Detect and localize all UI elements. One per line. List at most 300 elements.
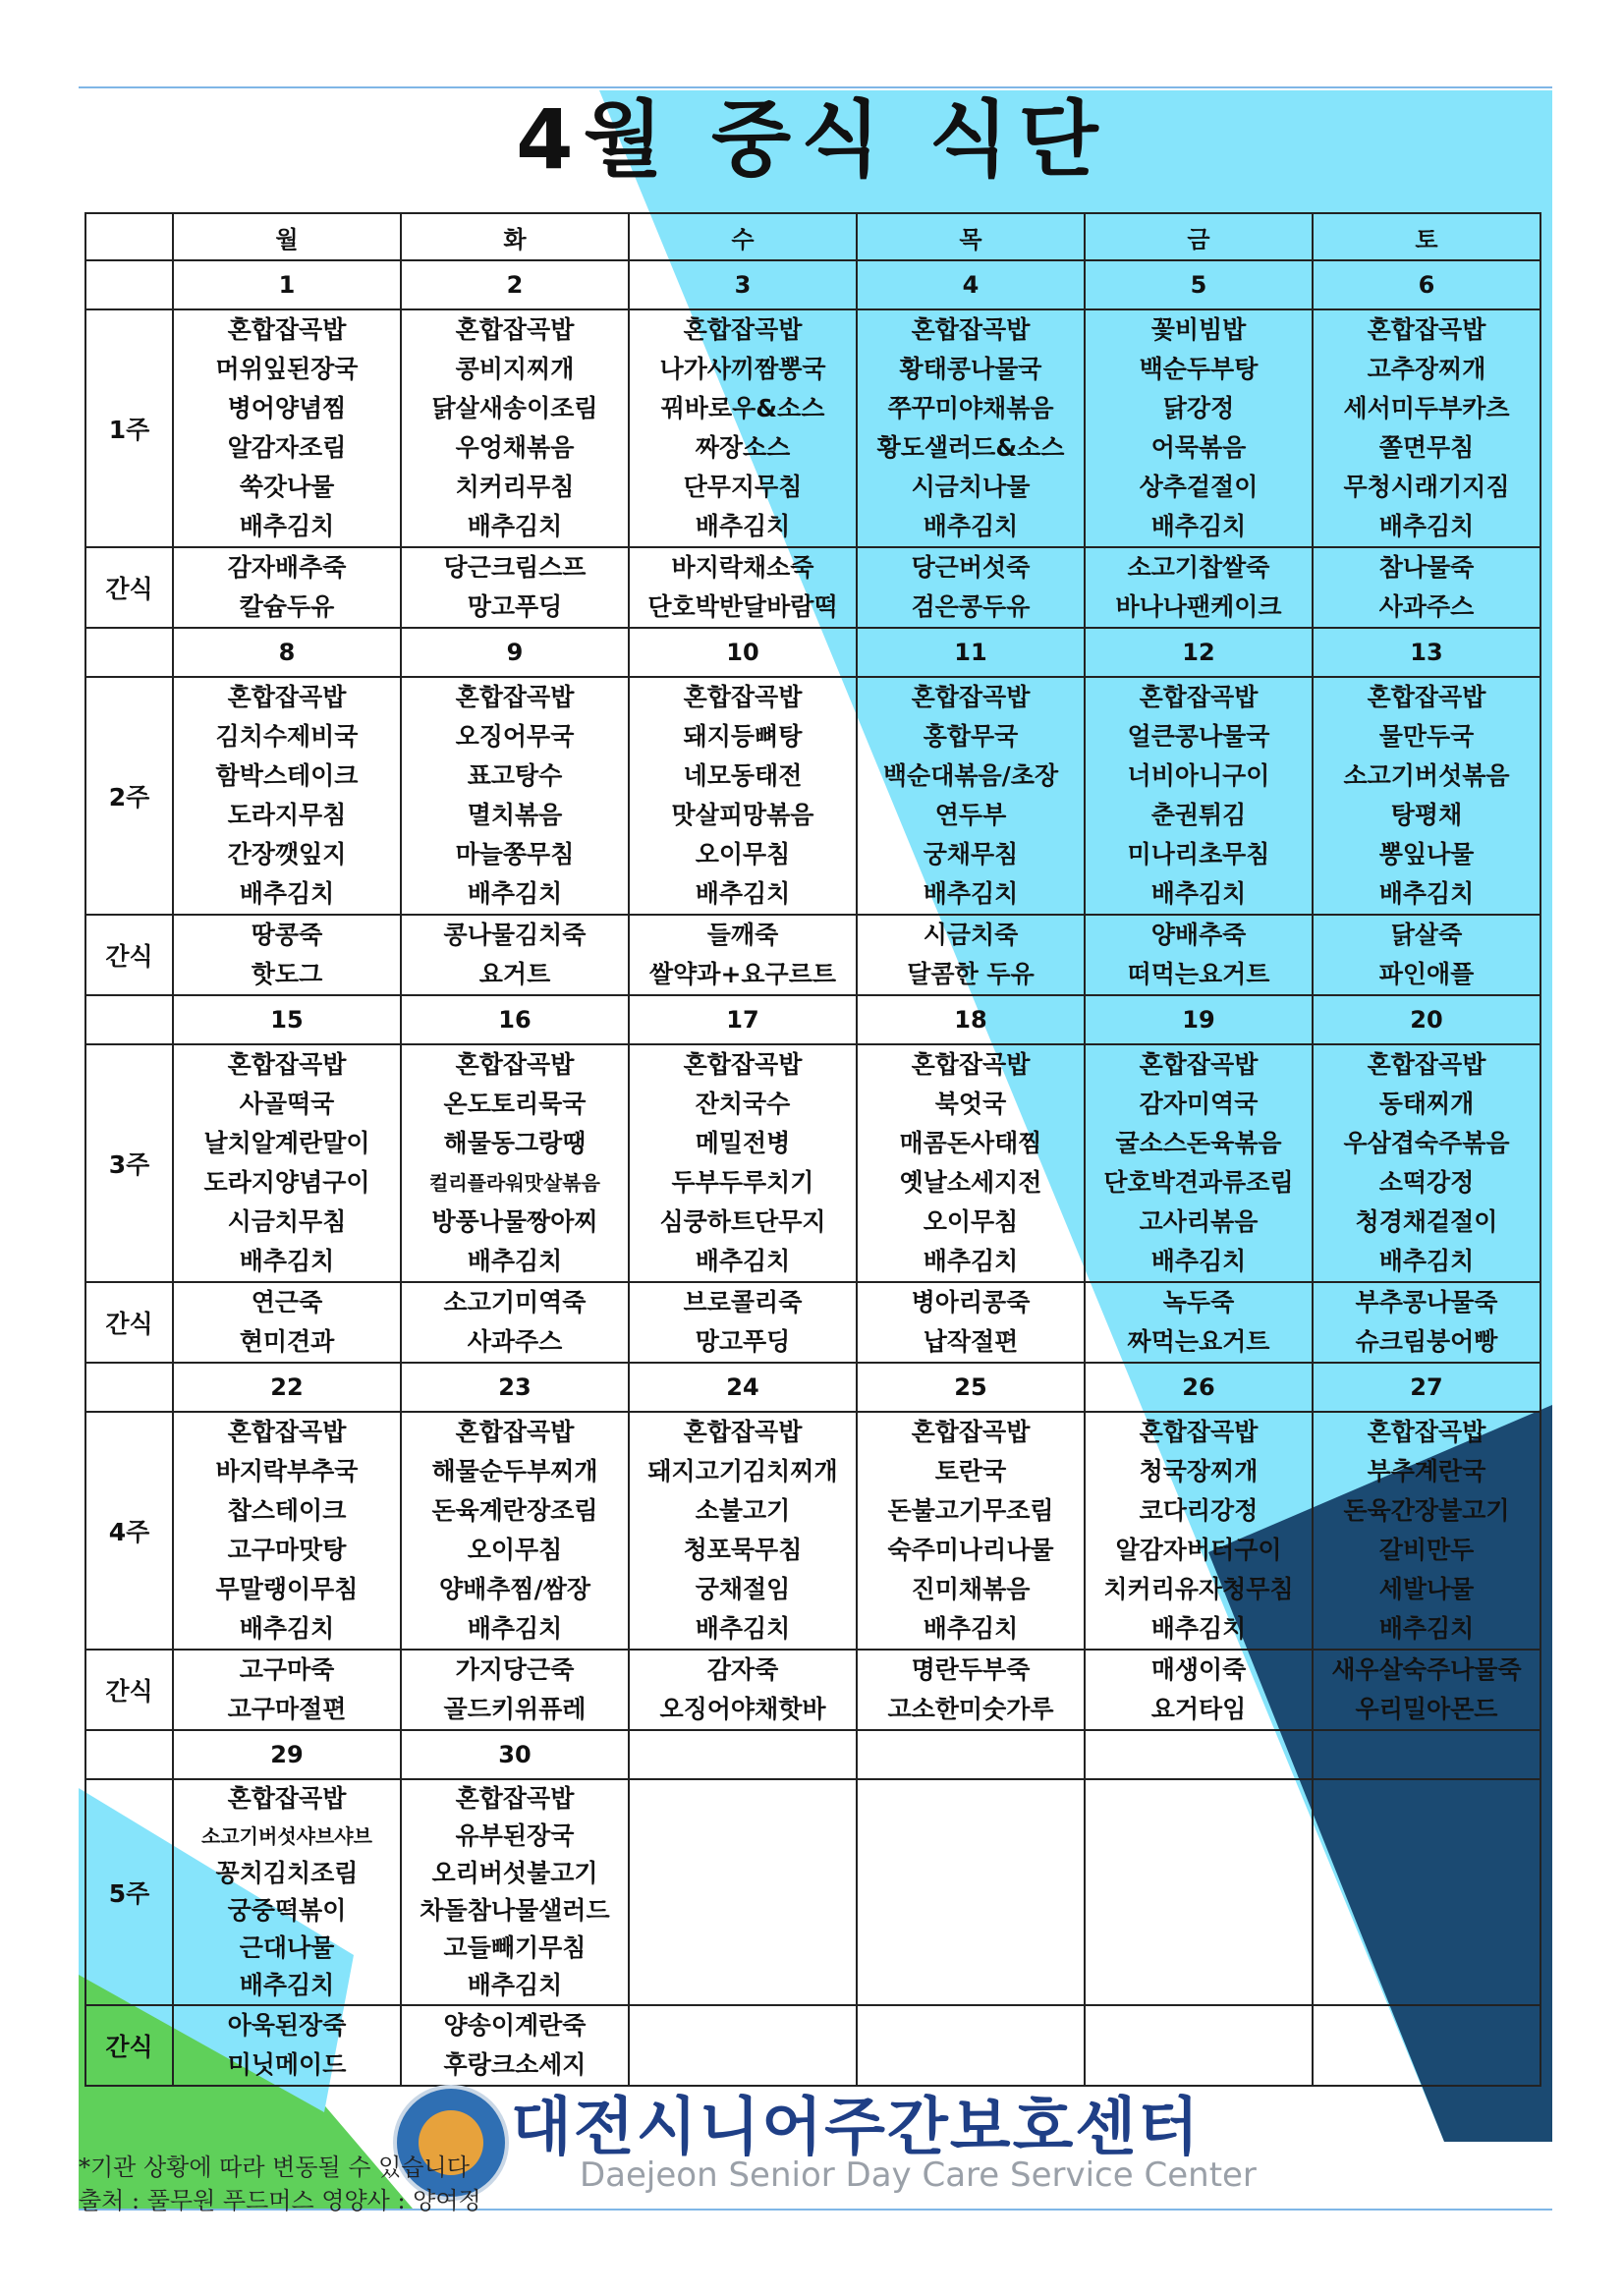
- snack-item: 망고푸딩: [695, 1327, 791, 1356]
- menu-item: 김치수제비국: [215, 722, 359, 751]
- menu-item: 북엇국: [934, 1090, 1007, 1118]
- menu-item: 배추김치: [239, 1614, 335, 1643]
- menu-item: 세서미두부카츠: [1343, 394, 1510, 422]
- weekday-header: 금: [1085, 213, 1313, 260]
- meal-row: [85, 677, 1540, 915]
- menu-item: 배추김치: [239, 1971, 335, 1999]
- menu-item: 콩비지찌개: [455, 355, 575, 383]
- week-label: 1주: [85, 309, 173, 547]
- menu-item: 어묵볶음: [1150, 433, 1247, 462]
- menu-item: 탕평채: [1390, 801, 1463, 829]
- date-cell: 16: [401, 995, 629, 1044]
- snack-item: 핫도그: [251, 960, 323, 988]
- snack-item: 고소한미숫가루: [887, 1695, 1054, 1723]
- menu-item: 배추김치: [467, 1614, 563, 1643]
- menu-item: 오리버섯불고기: [431, 1859, 598, 1887]
- snack-item: 소고기미역죽: [443, 1288, 587, 1316]
- snack-label: 간식: [85, 547, 173, 628]
- meal-cell: [629, 1412, 857, 1650]
- snack-cell: [857, 2005, 1085, 2086]
- menu-item: 홍합무국: [923, 722, 1019, 751]
- menu-item: 혼합잡곡밥: [911, 1418, 1031, 1446]
- meal-cell: [173, 1044, 401, 1282]
- menu-item: 방풍나물짱아찌: [431, 1207, 598, 1236]
- date-cell: 3: [629, 260, 857, 309]
- date-row-label: [85, 260, 173, 309]
- date-cell: 15: [173, 995, 401, 1044]
- menu-item: 근대나물: [239, 1933, 335, 1962]
- menu-item: 무청시래기지짐: [1343, 473, 1510, 501]
- menu-item: 배추김치: [467, 1971, 563, 1999]
- menu-item: 해물동그랑땡: [443, 1129, 587, 1157]
- date-cell: 29: [173, 1730, 401, 1779]
- menu-item: 닭강정: [1162, 394, 1235, 422]
- snack-row: [85, 547, 1540, 628]
- meal-cell: [857, 309, 1085, 547]
- menu-item: 혼합잡곡밥: [1367, 683, 1486, 711]
- menu-item: 배추김치: [239, 879, 335, 908]
- menu-item: 배추김치: [1150, 1247, 1247, 1275]
- snack-cell: [1313, 547, 1540, 628]
- menu-item: 짜장소스: [695, 433, 791, 462]
- meal-cell: [173, 677, 401, 915]
- snack-item: 닭살죽: [1390, 921, 1463, 949]
- date-row: [85, 995, 1540, 1044]
- menu-item: 쑥갓나물: [239, 473, 335, 501]
- meal-cell: [1085, 1779, 1313, 2005]
- date-cell: 26: [1085, 1363, 1313, 1412]
- date-cell: 9: [401, 628, 629, 677]
- menu-item: 배추김치: [923, 512, 1019, 540]
- menu-item: 찹스테이크: [227, 1496, 347, 1525]
- meal-cell: [629, 677, 857, 915]
- menu-item: 혼합잡곡밥: [1139, 683, 1259, 711]
- snack-item: 골드키위퓨레: [443, 1695, 587, 1723]
- date-row: [85, 1730, 1540, 1779]
- meal-cell: [1085, 677, 1313, 915]
- meal-cell: [173, 1412, 401, 1650]
- date-cell: 17: [629, 995, 857, 1044]
- snack-item: 브로콜리죽: [683, 1288, 803, 1316]
- menu-item: 배추김치: [1378, 1247, 1475, 1275]
- menu-item: 혼합잡곡밥: [1139, 1418, 1259, 1446]
- menu-item: 혼합잡곡밥: [911, 315, 1031, 344]
- date-cell: 23: [401, 1363, 629, 1412]
- snack-cell: [857, 547, 1085, 628]
- meal-cell: [1313, 1044, 1540, 1282]
- meal-cell: [401, 1044, 629, 1282]
- date-cell: 18: [857, 995, 1085, 1044]
- menu-item: 나가사끼짬뽕국: [659, 355, 826, 383]
- snack-cell: [401, 915, 629, 995]
- snack-cell: [1085, 1650, 1313, 1730]
- snack-item: 사과주스: [1378, 592, 1475, 621]
- menu-item: 물만두국: [1378, 722, 1475, 751]
- menu-item: 배추김치: [923, 879, 1019, 908]
- snack-cell: [401, 2005, 629, 2086]
- menu-item: 도라지무침: [227, 801, 347, 829]
- meal-cell: [401, 1779, 629, 2005]
- weekday-header: 화: [401, 213, 629, 260]
- top-rule: [79, 86, 1552, 88]
- weekday-header: 목: [857, 213, 1085, 260]
- menu-item: 맛살피망볶음: [671, 801, 814, 829]
- snack-cell: [1313, 915, 1540, 995]
- menu-item: 메밀전병: [695, 1129, 791, 1157]
- snack-item: 오징어야채핫바: [659, 1695, 826, 1723]
- menu-item: 옛날소세지전: [899, 1168, 1042, 1197]
- menu-item: 치커리유자청무침: [1103, 1575, 1294, 1603]
- snack-cell: [401, 1650, 629, 1730]
- snack-cell: [1085, 2005, 1313, 2086]
- date-cell: 5: [1085, 260, 1313, 309]
- date-cell: 24: [629, 1363, 857, 1412]
- menu-item: 돈불고기무조림: [887, 1496, 1054, 1525]
- snack-cell: [629, 915, 857, 995]
- date-cell: 20: [1313, 995, 1540, 1044]
- menu-item: 컬리플라워맛살볶음: [429, 1171, 600, 1195]
- menu-item: 시금치나물: [911, 473, 1031, 501]
- date-cell: 10: [629, 628, 857, 677]
- menu-item: 도라지양념구이: [203, 1168, 370, 1197]
- snack-cell: [401, 1282, 629, 1363]
- date-cell: [857, 1730, 1085, 1779]
- snack-item: 아욱된장죽: [227, 2011, 347, 2040]
- menu-item: 황도샐러드&소스: [876, 433, 1065, 462]
- menu-item: 알감자버터구이: [1115, 1536, 1282, 1564]
- snack-item: 현미견과: [239, 1327, 335, 1356]
- menu-item: 표고탕수: [467, 761, 563, 790]
- menu-item: 치커리무침: [455, 473, 575, 501]
- meal-cell: [857, 1044, 1085, 1282]
- menu-item: 사골떡국: [239, 1090, 335, 1118]
- weekday-header: 토: [1313, 213, 1540, 260]
- menu-item: 혼합잡곡밥: [683, 1418, 803, 1446]
- menu-item: 궁채절임: [695, 1575, 791, 1603]
- menu-item: 양배추찜/쌈장: [438, 1575, 591, 1603]
- menu-item: 상추겉절이: [1139, 473, 1259, 501]
- snack-item: 감자죽: [706, 1655, 779, 1684]
- source-credit: 출처 : 풀무원 푸드머스 영양사 : 양여정: [79, 2187, 481, 2214]
- menu-item: 날치알계란말이: [203, 1129, 370, 1157]
- date-cell: 8: [173, 628, 401, 677]
- menu-item: 배추김치: [239, 1247, 335, 1275]
- menu-item: 미나리초무침: [1127, 840, 1270, 868]
- menu-item: 유부된장국: [455, 1821, 575, 1850]
- snack-item: 미닛메이드: [227, 2050, 347, 2079]
- snack-item: 부추콩나물죽: [1355, 1288, 1498, 1316]
- snack-cell: [629, 1650, 857, 1730]
- menu-item: 차돌참나물샐러드: [420, 1896, 610, 1925]
- menu-item: 시금치무침: [227, 1207, 347, 1236]
- snack-cell: [1313, 1282, 1540, 1363]
- menu-item: 매콤돈사태찜: [899, 1129, 1042, 1157]
- snack-item: 시금치죽: [923, 921, 1019, 949]
- meal-cell: [629, 1779, 857, 2005]
- snack-row: [85, 1282, 1540, 1363]
- menu-item: 배추김치: [695, 1247, 791, 1275]
- date-row: [85, 1363, 1540, 1412]
- snack-cell: [629, 1282, 857, 1363]
- menu-item: 고사리볶음: [1139, 1207, 1259, 1236]
- menu-item: 혼합잡곡밥: [911, 1050, 1031, 1079]
- snack-item: 연근죽: [251, 1288, 323, 1316]
- menu-item: 쫄면무침: [1378, 433, 1475, 462]
- menu-item: 잔치국수: [695, 1090, 791, 1118]
- snack-item: 고구마죽: [239, 1655, 335, 1684]
- menu-item: 돈육계란장조림: [431, 1496, 598, 1525]
- menu-item: 배추김치: [1150, 1614, 1247, 1643]
- date-cell: 25: [857, 1363, 1085, 1412]
- snack-item: 요거트: [478, 960, 551, 988]
- menu-item: 우삼겹숙주볶음: [1343, 1129, 1510, 1157]
- snack-cell: [173, 915, 401, 995]
- menu-item: 혼합잡곡밥: [227, 1418, 347, 1446]
- snack-label: 간식: [85, 915, 173, 995]
- menu-item: 소불고기: [695, 1496, 791, 1525]
- date-cell: [1313, 1730, 1540, 1779]
- snack-row: [85, 915, 1540, 995]
- snack-label: 간식: [85, 1650, 173, 1730]
- menu-item: 혼합잡곡밥: [1367, 1418, 1486, 1446]
- date-row-label: [85, 995, 173, 1044]
- date-cell: 12: [1085, 628, 1313, 677]
- meal-cell: [1085, 309, 1313, 547]
- menu-item: 혼합잡곡밥: [455, 683, 575, 711]
- menu-item: 꽁치김치조림: [215, 1859, 359, 1887]
- menu-item: 소고기버섯볶음: [1343, 761, 1510, 790]
- menu-item: 네모동태전: [683, 761, 803, 790]
- snack-item: 단호박반달바람떡: [647, 592, 838, 621]
- date-row-label: [85, 1730, 173, 1779]
- menu-item: 배추김치: [695, 1614, 791, 1643]
- date-row: [85, 628, 1540, 677]
- snack-cell: [173, 547, 401, 628]
- menu-item: 해물순두부찌개: [431, 1457, 598, 1485]
- menu-item: 숙주미나리나물: [887, 1536, 1054, 1564]
- snack-item: 요거타임: [1150, 1695, 1247, 1723]
- snack-cell: [173, 1650, 401, 1730]
- meal-cell: [857, 1412, 1085, 1650]
- menu-item: 연두부: [934, 801, 1007, 829]
- meal-cell: [629, 309, 857, 547]
- snack-item: 감자배추죽: [227, 553, 347, 582]
- corner-cell: [85, 213, 173, 260]
- menu-item: 단무지무침: [683, 473, 803, 501]
- page-title: 4월 중식 식단: [516, 91, 1108, 188]
- menu-item: 혼합잡곡밥: [1367, 315, 1486, 344]
- snack-item: 사과주스: [467, 1327, 563, 1356]
- menu-item: 궁채무침: [923, 840, 1019, 868]
- date-cell: 11: [857, 628, 1085, 677]
- snack-cell: [629, 547, 857, 628]
- meal-row: [85, 1044, 1540, 1282]
- menu-item: 병어양념찜: [227, 394, 347, 422]
- menu-item: 닭살새송이조림: [431, 394, 598, 422]
- menu-item: 배추김치: [923, 1614, 1019, 1643]
- date-cell: [1085, 1730, 1313, 1779]
- snack-item: 검은콩두유: [911, 592, 1031, 621]
- snack-item: 양배추죽: [1150, 921, 1247, 949]
- meal-cell: [629, 1044, 857, 1282]
- snack-row: [85, 1650, 1540, 1730]
- weekday-header: 수: [629, 213, 857, 260]
- snack-item: 파인애플: [1378, 960, 1475, 988]
- menu-item: 알감자조림: [227, 433, 347, 462]
- meal-cell: [173, 1779, 401, 2005]
- menu-item: 혼합잡곡밥: [455, 1050, 575, 1079]
- snack-item: 양송이계란죽: [443, 2011, 587, 2040]
- menu-item: 오이무침: [695, 840, 791, 868]
- menu-item: 배추김치: [1378, 1614, 1475, 1643]
- snack-item: 매생이죽: [1150, 1655, 1247, 1684]
- date-cell: 13: [1313, 628, 1540, 677]
- menu-item: 혼합잡곡밥: [683, 315, 803, 344]
- center-english-name: Daejeon Senior Day Care Service Center: [580, 2155, 1257, 2195]
- menu-item: 오징어무국: [455, 722, 575, 751]
- menu-item: 춘권튀김: [1150, 801, 1247, 829]
- snack-item: 당근버섯죽: [911, 553, 1031, 582]
- menu-item: 청경채겉절이: [1355, 1207, 1498, 1236]
- menu-item: 굴소스돈육볶음: [1115, 1129, 1282, 1157]
- center-name: 대전시니어주간보호센터: [511, 2092, 1202, 2164]
- center-logo: [393, 2075, 1277, 2203]
- snack-item: 떠먹는요거트: [1127, 960, 1270, 988]
- meal-row: [85, 309, 1540, 547]
- snack-item: 망고푸딩: [467, 592, 563, 621]
- meal-cell: [401, 309, 629, 547]
- menu-item: 꽃비빔밥: [1150, 315, 1247, 344]
- week-label: 5주: [85, 1779, 173, 2005]
- menu-item: 고구마맛탕: [227, 1536, 347, 1564]
- meal-cell: [401, 677, 629, 915]
- meal-cell: [1085, 1412, 1313, 1650]
- snack-item: 바나나팬케이크: [1115, 592, 1282, 621]
- weekday-header: 월: [173, 213, 401, 260]
- week-label: 2주: [85, 677, 173, 915]
- menu-item: 혼합잡곡밥: [227, 1784, 347, 1813]
- date-cell: 1: [173, 260, 401, 309]
- menu-item: 꿔바로우&소스: [660, 394, 825, 422]
- menu-item: 뽕잎나물: [1378, 840, 1475, 868]
- menu-item: 혼합잡곡밥: [227, 1050, 347, 1079]
- menu-item: 바지락부추국: [215, 1457, 359, 1485]
- menu-item: 동태찌개: [1378, 1090, 1475, 1118]
- meal-cell: [1313, 677, 1540, 915]
- week-label: 4주: [85, 1412, 173, 1650]
- menu-item: 두부두루치기: [671, 1168, 814, 1197]
- snack-item: 납작절편: [923, 1327, 1019, 1356]
- date-row-label: [85, 1363, 173, 1412]
- menu-item: 갈비만두: [1378, 1536, 1475, 1564]
- snack-item: 콩나물김치죽: [443, 921, 587, 949]
- menu-item: 혼합잡곡밥: [911, 683, 1031, 711]
- menu-item: 궁중떡볶이: [227, 1896, 347, 1925]
- menu-table: [84, 212, 1541, 2087]
- snack-item: 들깨죽: [706, 921, 779, 949]
- menu-item: 돼지고기김치찌개: [647, 1457, 838, 1485]
- date-cell: 19: [1085, 995, 1313, 1044]
- menu-item: 머위잎된장국: [215, 355, 359, 383]
- menu-item: 돼지등뼈탕: [683, 722, 803, 751]
- date-cell: 27: [1313, 1363, 1540, 1412]
- menu-item: 토란국: [934, 1457, 1007, 1485]
- snack-cell: [1313, 2005, 1540, 2086]
- menu-item: 코다리강정: [1139, 1496, 1259, 1525]
- menu-item: 배추김치: [467, 512, 563, 540]
- snack-cell: [1085, 547, 1313, 628]
- menu-item: 백순대볶음/초장: [882, 761, 1059, 790]
- menu-item: 배추김치: [467, 1247, 563, 1275]
- menu-item: 배추김치: [239, 512, 335, 540]
- meal-cell: [1313, 309, 1540, 547]
- menu-item: 청포묵무침: [683, 1536, 803, 1564]
- menu-item: 멸치볶음: [467, 801, 563, 829]
- meal-cell: [1313, 1779, 1540, 2005]
- meal-row: [85, 1779, 1540, 2005]
- snack-item: 고구마절편: [227, 1695, 347, 1723]
- snack-cell: [857, 1650, 1085, 1730]
- menu-item: 쭈꾸미야채볶음: [887, 394, 1054, 422]
- snack-cell: [857, 915, 1085, 995]
- meal-cell: [1085, 1044, 1313, 1282]
- snack-item: 소고기찹쌀죽: [1127, 553, 1270, 582]
- snack-cell: [1085, 915, 1313, 995]
- menu-item: 백순두부탕: [1139, 355, 1259, 383]
- menu-item: 황태콩나물국: [899, 355, 1042, 383]
- menu-item: 무말랭이무침: [215, 1575, 359, 1603]
- snack-item: 참나물죽: [1378, 553, 1475, 582]
- menu-item: 얼큰콩나물국: [1127, 722, 1270, 751]
- snack-item: 땅콩죽: [251, 921, 323, 949]
- menu-item: 너비아니구이: [1127, 761, 1270, 790]
- snack-item: 명란두부죽: [911, 1655, 1031, 1684]
- menu-item: 마늘쫑무침: [455, 840, 575, 868]
- snack-item: 새우살숙주나물죽: [1331, 1655, 1522, 1684]
- menu-item: 진미채볶음: [911, 1575, 1031, 1603]
- weekday-header-row: [85, 213, 1540, 260]
- snack-item: 쌀약과+요구르트: [649, 960, 836, 988]
- meal-cell: [173, 309, 401, 547]
- menu-item: 배추김치: [695, 879, 791, 908]
- menu-item: 배추김치: [695, 512, 791, 540]
- snack-cell: [1313, 1650, 1540, 1730]
- menu-item: 혼합잡곡밥: [683, 1050, 803, 1079]
- snack-item: 후랑크소세지: [443, 2050, 587, 2079]
- date-cell: 2: [401, 260, 629, 309]
- snack-item: 바지락채소죽: [671, 553, 814, 582]
- menu-item: 고들빼기무침: [443, 1933, 587, 1962]
- meal-cell: [1313, 1412, 1540, 1650]
- menu-item: 혼합잡곡밥: [227, 683, 347, 711]
- menu-item: 함박스테이크: [215, 761, 359, 790]
- menu-item: 소떡강정: [1378, 1168, 1475, 1197]
- menu-item: 오이무침: [467, 1536, 563, 1564]
- menu-item: 배추김치: [1150, 879, 1247, 908]
- menu-item: 고추장찌개: [1367, 355, 1486, 383]
- date-row: [85, 260, 1540, 309]
- snack-cell: [1085, 1282, 1313, 1363]
- date-row-label: [85, 628, 173, 677]
- menu-item: 감자미역국: [1139, 1090, 1259, 1118]
- week-label: 3주: [85, 1044, 173, 1282]
- menu-item: 심쿵하트단무지: [659, 1207, 826, 1236]
- snack-cell: [173, 1282, 401, 1363]
- menu-item: 오이무침: [923, 1207, 1019, 1236]
- snack-item: 칼슘두유: [239, 592, 335, 621]
- menu-item: 부추계란국: [1367, 1457, 1486, 1485]
- snack-cell: [629, 2005, 857, 2086]
